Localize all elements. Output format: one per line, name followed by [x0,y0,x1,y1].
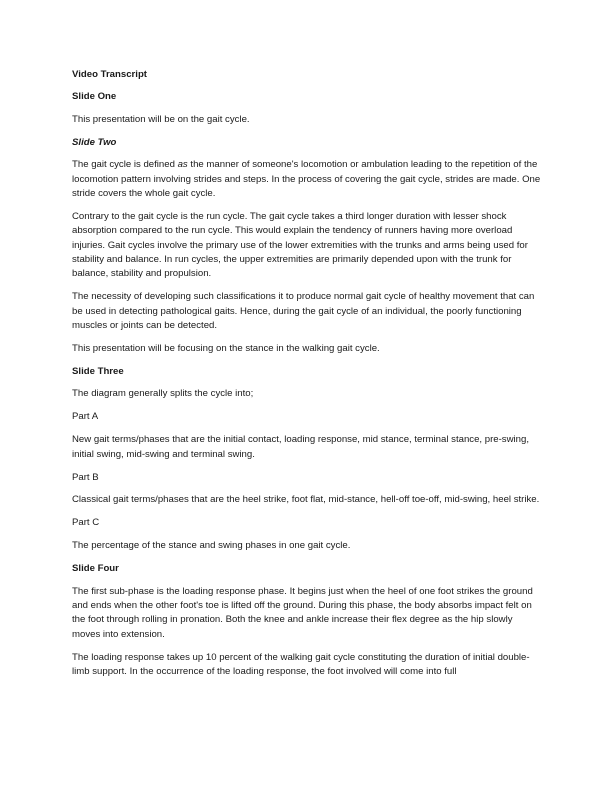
slide-one-paragraph: This presentation will be on the gait cycle. [72,113,250,125]
part-b-text: Classical gait terms/phases that are the heel strike, foot flat, mid-stance, hell-off toe-off, mid-swing, heel strike. [72,494,540,506]
part-a-text: New gait terms/phases that are the initial contact, loading response, mid stance, terminal stance, pre-swing, initial swing, mid-swing and terminal swing. [72,434,529,460]
slide-two-p1-start: The gait cycle is defined [72,159,178,171]
slide-four-paragraph-2: The loading response takes up 10 percent of the walking gait cycle constituting the duration of initial double-limb support. In the occurrence of the loading response, the foot involved will come into full [72,651,530,678]
slide-four-heading: Slide Four [72,563,119,575]
slide-three-intro: The diagram generally splits the cycle into; [72,388,254,400]
part-c-label: Part C [72,517,100,529]
part-b-label: Part B [72,471,99,483]
slide-two-paragraph-3: The necessity of developing such classifications it to produce normal gait cycle of healthy movement that can be used in detecting pathological gaits. Hence, during the gait cycle of an individual, the poorly functioning muscles or joints can be detected. [72,291,535,332]
slide-two-paragraph-4: This presentation will be focusing on the stance in the walking gait cycle. [72,343,380,355]
slide-two-heading: Slide Two [72,136,117,148]
part-c-text: The percentage of the stance and swing phases in one gait cycle. [72,540,351,552]
slide-three-heading: Slide Three [72,366,124,377]
slide-two-paragraph-1 [72,158,542,201]
slide-two-p1-emphasis: as [177,159,188,171]
document-title: Video Transcript [72,69,147,80]
slide-two-paragraph-2: Contrary to the gait cycle is the run cycle. The gait cycle takes a third longer duration with lesser shock absorption compared to the run cycle. This would explain the tendency of runners having more overload injuries. Gait cycles involve the primary use of the lower extremities with the trunks and arms being used for stability and balance. In run cycles, the upper extremities are primarily depended upon with the trunk for balance, stability and propulsion. [72,210,528,280]
document-page [72,68,542,688]
slide-one-heading: Slide One [72,91,117,103]
slide-two-p1-end: the manner of someone's locomotion or ambulation leading to the repetition of the locomotion pattern involving strides and steps. In the process of covering the gait cycle, strides are made. One stride covers the whole gait cycle. [72,159,541,199]
slide-four-paragraph-1: The first sub-phase is the loading response phase. It begins just when the heel of one foot strikes the ground and ends when the other foot's toe is lifted off the ground. During this phase, the body absorbs impact felt on the foot through rolling in pronation. Both the knee and ankle increase their flex degree as the hip slowly moves into extension. [72,585,533,640]
part-a-label: Part A [72,411,99,423]
